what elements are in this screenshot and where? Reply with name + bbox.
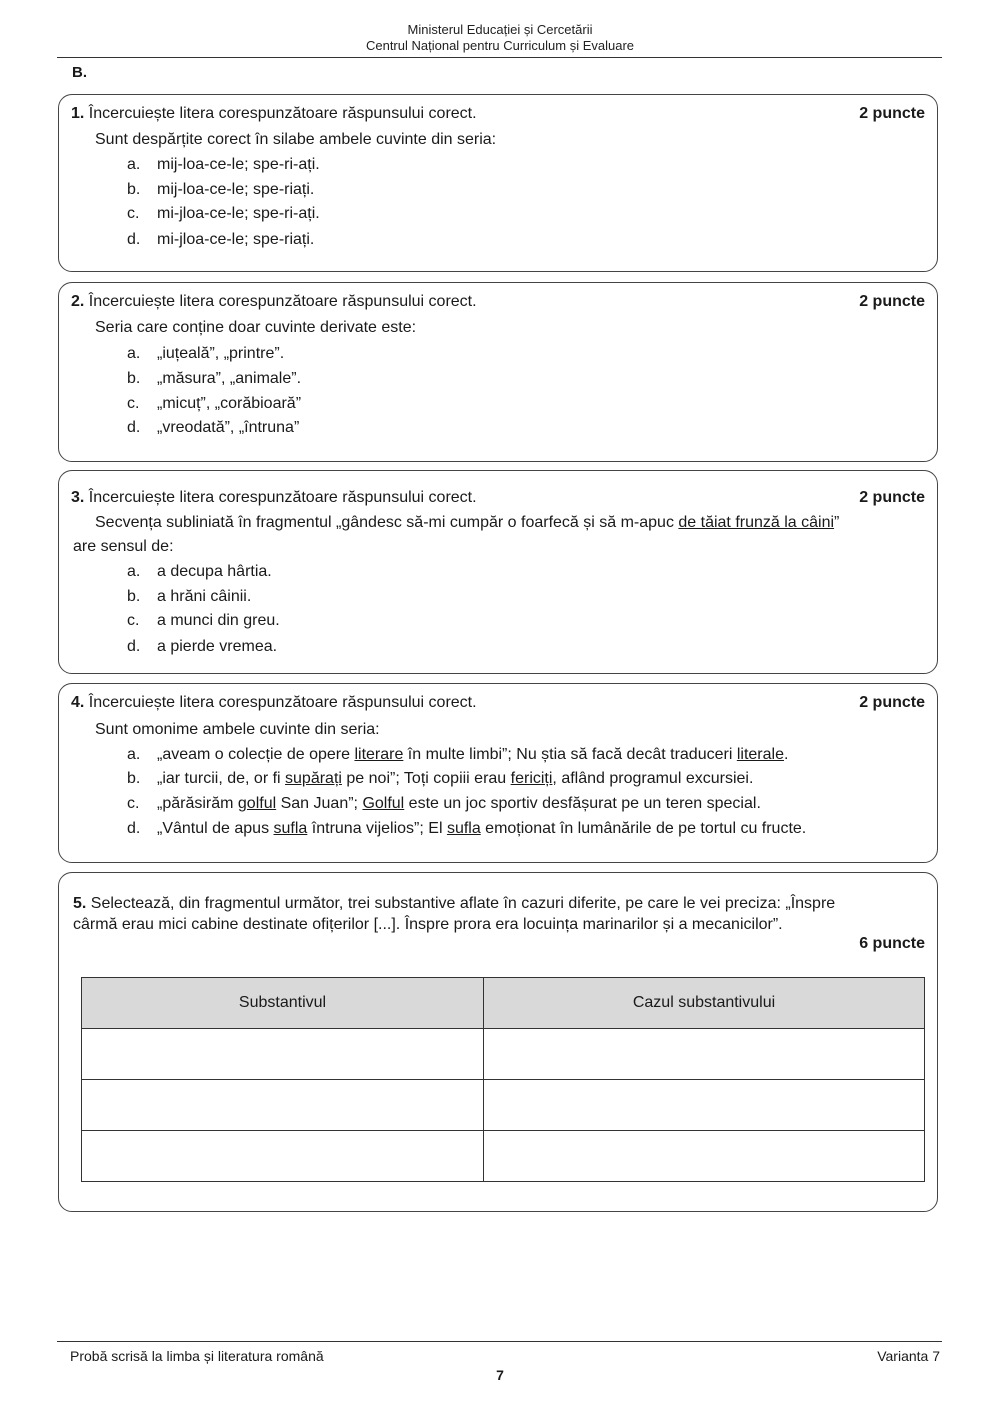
question-number: 1.	[71, 105, 85, 122]
page-header	[0, 22, 1000, 54]
question-fragment: cârmă erau mici cabine destinate ofițerilor [...]. Înspre prora era locuința marinarilor și a mecanicilor”.	[73, 916, 783, 933]
table-row	[82, 1080, 925, 1131]
question-prompt: Sunt despărțite corect în silabe ambele cuvinte din seria:	[95, 131, 497, 148]
page-number: 7	[496, 1367, 504, 1383]
question-2-header	[71, 293, 477, 311]
question-number: 5.	[73, 895, 87, 912]
question-1-header	[71, 105, 477, 123]
option-d: d. „Vântul de apus sufla întruna vijelios”; El sufla emoționat în lumânările de pe tortul cu fructe.	[127, 820, 807, 837]
option-a: a. a decupa hârtia.	[127, 563, 272, 580]
question-prompt: Sunt omonime ambele cuvinte din seria:	[95, 721, 380, 738]
option-d: d. „vreodată”, „întruna”	[127, 419, 300, 436]
footer-variant: Varianta 7	[877, 1348, 940, 1364]
question-number: 3.	[71, 489, 85, 506]
column-header-noun: Substantivul	[82, 978, 484, 1029]
question-4-header	[71, 694, 477, 712]
option-c: c. „părăsirăm golful San Juan”; Golful este un joc sportiv desfășurat pe un teren special.	[127, 795, 761, 812]
option-d: d. mi-jloa-ce-le; spe-riați.	[127, 231, 315, 248]
question-points: 6 puncte	[859, 935, 925, 952]
question-prompt-continued: are sensul de:	[73, 538, 174, 555]
underlined-sequence: de tăiat frunză la câini	[678, 514, 835, 531]
section-label: B.	[72, 64, 87, 81]
question-instruction: Încercuiește litera corespunzătoare răspunsului corect.	[88, 694, 477, 711]
footer-exam-title: Probă scrisă la limba și literatura română	[70, 1348, 324, 1364]
option-c: c. a munci din greu.	[127, 612, 280, 629]
footer-rule	[57, 1341, 942, 1342]
option-b: b. „măsura”, „animale”.	[127, 370, 302, 387]
center-name: Centrul Național pentru Curriculum și Evaluare	[365, 38, 635, 53]
table-row	[82, 1131, 925, 1182]
header-rule	[57, 57, 942, 58]
question-2-box	[58, 282, 938, 462]
question-number: 2.	[71, 293, 85, 310]
question-prompt: Secvența subliniată în fragmentul „gândesc să-mi cumpăr o foarfecă și să m-apuc de tăiat frunză la câini”	[95, 514, 840, 531]
option-b: b. a hrăni câinii.	[127, 588, 252, 605]
option-a: a. mij-loa-ce-le; spe-ri-ați.	[127, 156, 320, 173]
option-c: c. mi-jloa-ce-le; spe-ri-ați.	[127, 205, 320, 222]
answer-cell[interactable]	[484, 1029, 925, 1080]
answer-table	[81, 977, 925, 1182]
question-5-box	[58, 872, 938, 1212]
question-3-header	[71, 489, 477, 507]
answer-cell[interactable]	[484, 1131, 925, 1182]
question-5-text	[73, 893, 835, 935]
question-prompt: Seria care conține doar cuvinte derivate este:	[95, 319, 417, 336]
question-instruction: Selectează, din fragmentul următor, trei substantive aflate în cazuri diferite, pe care le vei preciza: „Înspre	[90, 895, 836, 912]
question-instruction: Încercuiește litera corespunzătoare răspunsului corect.	[88, 489, 477, 506]
question-points: 2 puncte	[859, 489, 925, 506]
answer-cell[interactable]	[82, 1131, 484, 1182]
option-d: d. a pierde vremea.	[127, 638, 278, 655]
question-1-box	[58, 94, 938, 272]
option-a: a. „aveam o colecție de opere literare în multe limbi”; Nu știa să facă decât traduceri literale.	[127, 746, 789, 763]
option-b: b. „iar turcii, de, or fi supărați pe noi”; Toți copiii erau fericiți, aflând programul excursiei.	[127, 770, 754, 787]
question-4-box	[58, 683, 938, 863]
option-b: b. mij-loa-ce-le; spe-riați.	[127, 181, 315, 198]
question-instruction: Încercuiește litera corespunzătoare răspunsului corect.	[88, 293, 477, 310]
question-points: 2 puncte	[859, 105, 925, 122]
question-3-box	[58, 470, 938, 674]
question-instruction: Încercuiește litera corespunzătoare răspunsului corect.	[88, 105, 477, 122]
question-number: 4.	[71, 694, 85, 711]
question-points: 2 puncte	[859, 293, 925, 310]
answer-cell[interactable]	[484, 1080, 925, 1131]
answer-cell[interactable]	[82, 1029, 484, 1080]
column-header-case: Cazul substantivului	[484, 978, 925, 1029]
table-row	[82, 1029, 925, 1080]
question-points: 2 puncte	[859, 694, 925, 711]
option-a: a. „iuțeală”, „printre”.	[127, 345, 285, 362]
option-c: c. „micuț”, „corăbioară”	[127, 395, 302, 412]
answer-cell[interactable]	[82, 1080, 484, 1131]
ministry-name: Ministerul Educației și Cercetării	[407, 22, 593, 37]
